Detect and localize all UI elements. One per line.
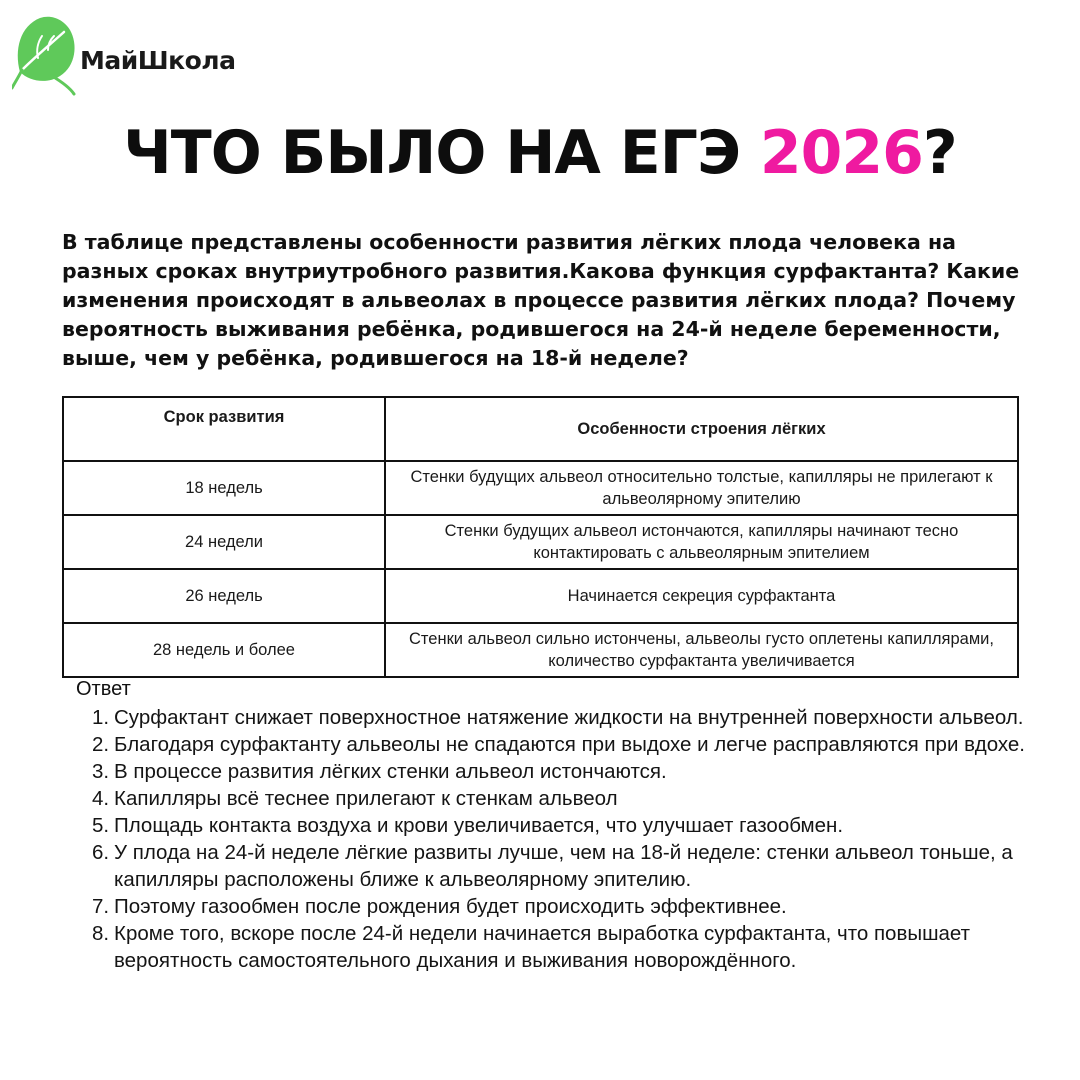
- title-year: 2026: [759, 118, 923, 188]
- table-row: [63, 623, 1018, 677]
- list-item-text: Сурфактант снижает поверхностное натяжение жидкости на внутренней поверхности альвеол.: [114, 706, 1024, 729]
- list-item-number: 2.: [92, 733, 110, 756]
- list-item-text: Капилляры всё теснее прилегают к стенкам альвеол: [114, 787, 618, 810]
- table-cell-term: 28 недель и более: [63, 623, 385, 677]
- list-item-number: 8.: [92, 922, 110, 945]
- question-text: В таблице представлены особенности развития лёгких плода человека на разных сроках внутриутробного развития.Какова функция сурфактанта? Какие изменения происходят в альвеолах в процессе развития лёгких плода? Почему вероятность выживания ребёнка, родившегося на 24-й неделе беременности, выше, чем у ребёнка, родившегося на 18-й неделе?: [62, 230, 1020, 370]
- list-item-text: Поэтому газообмен после рождения будет происходить эффективнее.: [114, 895, 787, 918]
- brand-logo: [12, 14, 252, 94]
- table-row: [63, 515, 1018, 569]
- list-item: [92, 785, 1034, 812]
- table-cell-features: Начинается секреция сурфактанта: [385, 569, 1018, 623]
- table-cell-features: Стенки будущих альвеол истончаются, капилляры начинают тесно контактировать с альвеолярным эпителием: [385, 515, 1018, 569]
- answer-list: [92, 704, 1034, 974]
- table-cell-features: Стенки будущих альвеол относительно толстые, капилляры не прилегают к альвеолярному эпителию: [385, 461, 1018, 515]
- list-item: [92, 704, 1034, 731]
- table-row: [63, 461, 1018, 515]
- list-item-number: 5.: [92, 814, 110, 837]
- answer-label: Ответ: [76, 678, 131, 700]
- list-item-text: Площадь контакта воздуха и крови увеличивается, что улучшает газообмен.: [114, 814, 844, 837]
- list-item-number: 1.: [92, 706, 110, 729]
- list-item-number: 3.: [92, 760, 110, 783]
- title-suffix: ?: [922, 118, 957, 188]
- table-cell-term: 24 недели: [63, 515, 385, 569]
- table-header-term: Срок развития: [63, 397, 385, 461]
- list-item-number: 6.: [92, 841, 110, 864]
- title-prefix: ЧТО БЫЛО НА ЕГЭ: [123, 118, 760, 188]
- page-title: [0, 118, 1080, 188]
- list-item-number: 4.: [92, 787, 110, 810]
- list-item-number: 7.: [92, 895, 110, 918]
- development-table: [62, 396, 1019, 678]
- table-cell-term: 18 недель: [63, 461, 385, 515]
- list-item: [92, 920, 1034, 974]
- list-item-text: Кроме того, вскоре после 24-й недели начинается выработка сурфактанта, что повышает вероятность самостоятельного дыхания и выживания новорождённого.: [114, 922, 971, 972]
- table-header-row: [63, 397, 1018, 461]
- leaf-icon: [12, 14, 82, 96]
- list-item: [92, 731, 1034, 758]
- list-item: [92, 893, 1034, 920]
- list-item: [92, 812, 1034, 839]
- list-item: [92, 839, 1034, 893]
- list-item-text: В процессе развития лёгких стенки альвеол истончаются.: [114, 760, 667, 783]
- brand-name: МайШкола: [80, 46, 236, 75]
- list-item-text: У плода на 24-й неделе лёгкие развиты лучше, чем на 18-й неделе: стенки альвеол тоньше, а капилляры расположены ближе к альвеолярному эпителию.: [114, 841, 1013, 891]
- table-cell-features: Стенки альвеол сильно истончены, альвеолы густо оплетены капиллярами, количество сурфактанта увеличивается: [385, 623, 1018, 677]
- list-item: [92, 758, 1034, 785]
- list-item-text: Благодаря сурфактанту альвеолы не спадаются при выдохе и легче расправляются при вдохе.: [114, 733, 1025, 756]
- table-row: [63, 569, 1018, 623]
- table-cell-term: 26 недель: [63, 569, 385, 623]
- table-header-features: Особенности строения лёгких: [385, 397, 1018, 461]
